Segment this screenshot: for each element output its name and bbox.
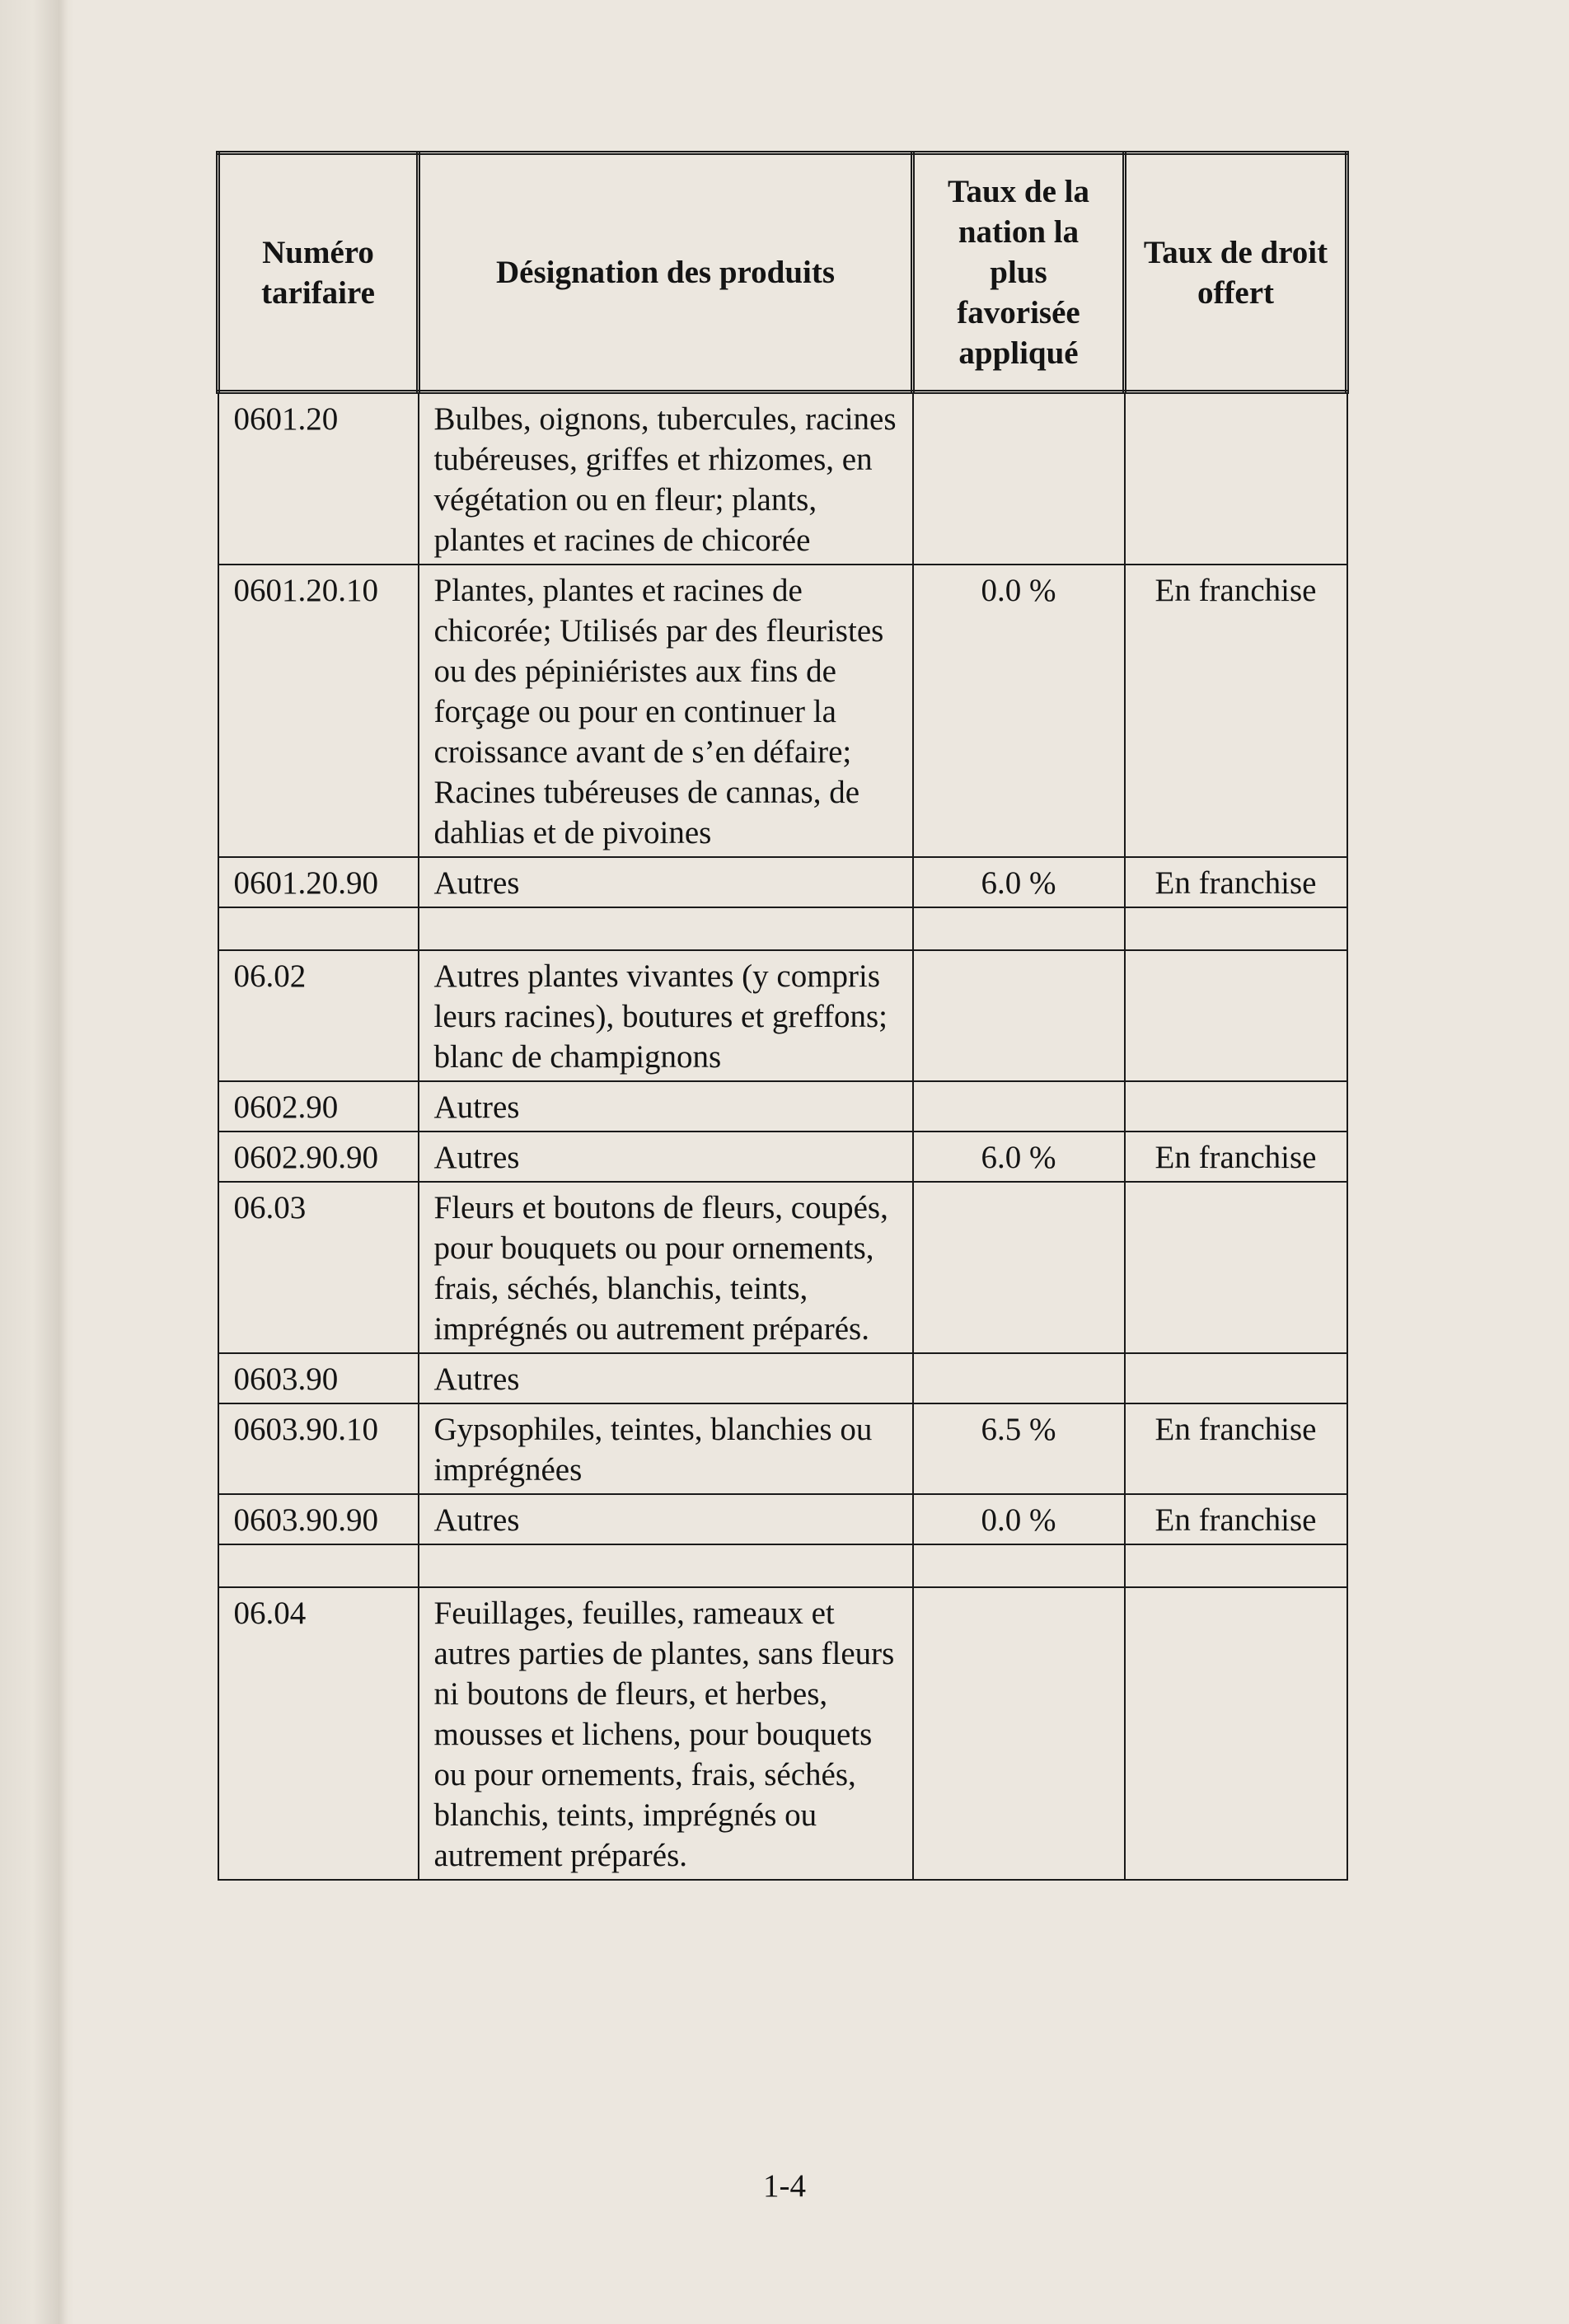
- offered-duty: En franchise: [1125, 1403, 1347, 1494]
- table-row: [218, 1587, 1347, 1880]
- mfn-rate: 6.0 %: [913, 857, 1125, 907]
- offered-duty: [1125, 1182, 1347, 1353]
- mfn-rate: [913, 1587, 1125, 1880]
- tariff-code: 0603.90.10: [218, 1403, 419, 1494]
- tariff-code: 0601.20.10: [218, 565, 419, 857]
- product-description: Autres: [419, 1132, 913, 1182]
- product-description: Autres: [419, 1494, 913, 1544]
- offered-duty: [1125, 1587, 1347, 1880]
- offered-duty: [1125, 392, 1347, 565]
- mfn-rate: 0.0 %: [913, 565, 1125, 857]
- tariff-code: 0603.90: [218, 1353, 419, 1403]
- mfn-rate: [913, 1544, 1125, 1587]
- mfn-rate: 0.0 %: [913, 1494, 1125, 1544]
- tariff-code: [218, 907, 419, 950]
- page-number: 1-4: [763, 2168, 806, 2204]
- product-description: Bulbes, oignons, tubercules, racines tubéreuses, griffes et rhizomes, en végétation ou en fleur; plants, plantes et racines de chicorée: [419, 392, 913, 565]
- product-description: Fleurs et boutons de fleurs, coupés, pour bouquets ou pour ornements, frais, séchés, blanchis, teints, imprégnés ou autrement préparés.: [419, 1182, 913, 1353]
- table-header-row: [218, 153, 1347, 392]
- tariff-code: 06.02: [218, 950, 419, 1081]
- table-row: [218, 1081, 1347, 1132]
- offered-duty: En franchise: [1125, 857, 1347, 907]
- product-description: [419, 907, 913, 950]
- tariff-code: 0602.90: [218, 1081, 419, 1132]
- offered-duty: En franchise: [1125, 1132, 1347, 1182]
- offered-duty: En franchise: [1125, 1494, 1347, 1544]
- table-row: [218, 565, 1347, 857]
- table-row: [218, 1182, 1347, 1353]
- header-offered-duty-rate: Taux de droit offert: [1125, 153, 1347, 392]
- table-row-empty: [218, 1544, 1347, 1587]
- mfn-rate: [913, 1353, 1125, 1403]
- tariff-code: [218, 1544, 419, 1587]
- table-row: [218, 1353, 1347, 1403]
- product-description: [419, 1544, 913, 1587]
- mfn-rate: [913, 1182, 1125, 1353]
- product-description: Plantes, plantes et racines de chicorée; Utilisés par des fleuristes ou des pépiniéristes aux fins de forçage ou pour en continuer la croissance avant de s’en défaire; Racines tubéreuses de cannas, de dahlias et de pivoines: [419, 565, 913, 857]
- product-description: Feuillages, feuilles, rameaux et autres parties de plantes, sans fleurs ni boutons de fleurs, et herbes, mousses et lichens, pour bouquets ou pour ornements, frais, séchés, blanchis, teints, imprégnés ou autrement préparés.: [419, 1587, 913, 1880]
- tariff-code: 06.04: [218, 1587, 419, 1880]
- tariff-code: 06.03: [218, 1182, 419, 1353]
- table-row-empty: [218, 907, 1347, 950]
- table-row: [218, 1403, 1347, 1494]
- mfn-rate: [913, 907, 1125, 950]
- tariff-table: [216, 151, 1349, 1881]
- tariff-code: 0601.20.90: [218, 857, 419, 907]
- offered-duty: [1125, 1353, 1347, 1403]
- tariff-code: 0601.20: [218, 392, 419, 565]
- table-row: [218, 857, 1347, 907]
- offered-duty: [1125, 1081, 1347, 1132]
- page-binding-edge: [0, 0, 74, 2324]
- mfn-rate: [913, 1081, 1125, 1132]
- header-product-description: Désignation des produits: [419, 153, 913, 392]
- table-row: [218, 950, 1347, 1081]
- mfn-rate: 6.5 %: [913, 1403, 1125, 1494]
- header-mfn-rate: Taux de la nation la plus favorisée appliqué: [913, 153, 1125, 392]
- tariff-code: 0602.90.90: [218, 1132, 419, 1182]
- mfn-rate: 6.0 %: [913, 1132, 1125, 1182]
- mfn-rate: [913, 392, 1125, 565]
- product-description: Autres: [419, 857, 913, 907]
- product-description: Autres: [419, 1081, 913, 1132]
- table-row: [218, 1132, 1347, 1182]
- table-row: [218, 1494, 1347, 1544]
- product-description: Autres plantes vivantes (y compris leurs racines), boutures et greffons; blanc de champignons: [419, 950, 913, 1081]
- offered-duty: [1125, 907, 1347, 950]
- offered-duty: [1125, 1544, 1347, 1587]
- product-description: Gypsophiles, teintes, blanchies ou imprégnées: [419, 1403, 913, 1494]
- table-row: [218, 392, 1347, 565]
- header-tariff-number: Numéro tarifaire: [218, 153, 419, 392]
- offered-duty: En franchise: [1125, 565, 1347, 857]
- tariff-code: 0603.90.90: [218, 1494, 419, 1544]
- product-description: Autres: [419, 1353, 913, 1403]
- offered-duty: [1125, 950, 1347, 1081]
- mfn-rate: [913, 950, 1125, 1081]
